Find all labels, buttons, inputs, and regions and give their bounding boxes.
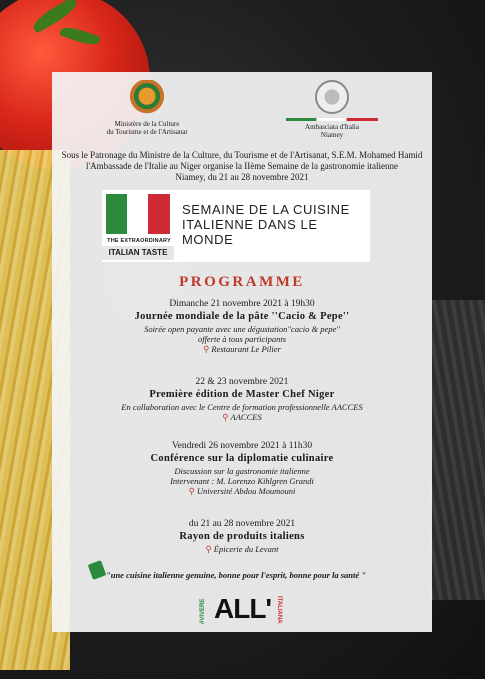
quote-mark-icon — [88, 560, 107, 580]
italy-flag-stripe — [286, 118, 378, 121]
event-description: En collaboration avec le Centre de formation professionnelle AACCES — [121, 402, 363, 412]
quote-text: "une cuisine italienne genuine, bonne pour l'esprit, bonne pour la santé " — [106, 570, 366, 580]
italian-taste-banner — [102, 190, 370, 262]
italiana-label: ITALIANA — [276, 596, 282, 624]
quote — [86, 570, 406, 580]
event-description: Soirée open payante avec une dégustation''cacio & pepe'' — [144, 324, 340, 334]
banner-title-line2: ITALIENNE DANS LE MONDE — [182, 217, 318, 247]
patronage-line2: l'Ambassade de l'Italie au Niger organise la IIème Semaine de la gastronomie italienne — [86, 161, 398, 171]
patronage-line3: Niamey, du 21 au 28 novembre 2021 — [175, 172, 309, 182]
event-master-chef — [52, 376, 432, 423]
vivere-all-italiana-logo — [200, 594, 290, 628]
niger-crest-icon — [127, 80, 167, 116]
patronage-line1: Sous le Patronage du Ministre de la Culture, du Tourisme et de l'Artisanat, S.E.M. Mohamed Hamid — [61, 150, 423, 160]
event-date: Vendredi 26 novembre 2021 à 11h30 — [171, 441, 313, 451]
event-description: Intervenant : M. Lorenzo Kihlgren Grandi — [170, 476, 314, 486]
event-name: Rayon de produits italiens — [179, 531, 305, 542]
ministry-logo — [92, 80, 202, 136]
event-date: du 21 au 28 novembre 2021 — [188, 519, 296, 529]
pasta-decoration — [430, 300, 485, 600]
location-pin-icon: ⚲ — [203, 344, 210, 354]
all-label: ALL' — [214, 593, 272, 624]
event-date: 22 & 23 novembre 2021 — [195, 377, 289, 387]
italian-flag — [106, 194, 170, 234]
event-name: Journée mondiale de la pâte ''Cacio & Pepe'' — [134, 311, 350, 322]
programme-poster — [52, 72, 432, 632]
embassy-name-line1: Ambasciata d'Italia — [305, 123, 359, 131]
location-pin-icon: ⚲ — [205, 544, 212, 554]
banner-title — [182, 202, 366, 247]
event-date: Dimanche 21 novembre 2021 à 19h30 — [169, 299, 315, 309]
italian-taste-label: ITALIAN TASTE — [102, 246, 174, 260]
patronage-text — [58, 150, 426, 183]
event-description: offerte à tous participants — [197, 334, 287, 344]
event-place: Restaurant Le Pilier — [211, 344, 281, 354]
ministry-name-line1: Ministère de la Culture — [114, 120, 180, 128]
vivere-label: #VIVERE — [200, 598, 206, 624]
banner-title-line1: SEMAINE DE LA CUISINE — [182, 202, 350, 217]
ministry-name-line2: du Tourisme et de l'Artisanat — [106, 128, 188, 136]
embassy-logo — [282, 80, 382, 139]
extraordinary-label: THE EXTRAORDINARY — [107, 238, 171, 244]
event-name: Conférence sur la diplomatie culinaire — [150, 453, 334, 464]
event-conference — [52, 440, 432, 497]
event-place: Université Abdou Moumouni — [196, 486, 296, 496]
programme-heading: PROGRAMME — [179, 274, 305, 290]
event-place: Épicerie du Levant — [213, 544, 279, 554]
location-pin-icon: ⚲ — [222, 412, 229, 422]
location-pin-icon: ⚲ — [188, 486, 195, 496]
event-description: Discussion sur la gastronomie italienne — [174, 466, 310, 476]
event-name: Première édition de Master Chef Niger — [149, 389, 335, 400]
logo-row — [52, 80, 432, 150]
embassy-name-line2: Niamey — [320, 131, 344, 139]
italy-emblem-icon — [315, 80, 349, 114]
event-cacio-pepe — [52, 298, 432, 355]
event-products — [52, 518, 432, 555]
event-place: AACCES — [230, 412, 262, 422]
